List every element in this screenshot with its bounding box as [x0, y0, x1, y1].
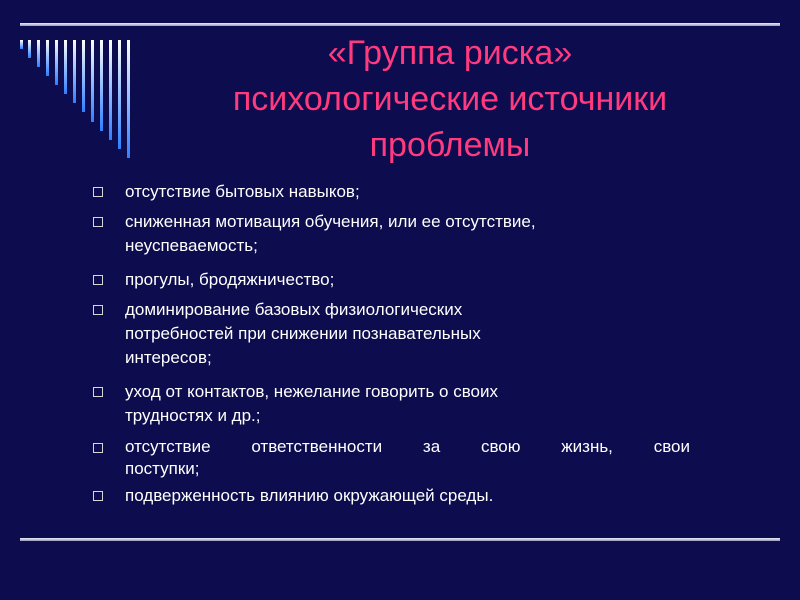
decorative-bars-graphic	[0, 0, 170, 180]
list-item-text: отсутствие ответственности за свою жизнь, свои	[125, 437, 690, 456]
list-item-text: неуспеваемость;	[125, 236, 258, 255]
list-item-text: трудностях и др.;	[125, 406, 261, 425]
title-line: «Группа риска»	[327, 34, 573, 72]
list-item-text: подверженность влиянию окружающей среды.	[125, 486, 494, 505]
list-item	[90, 298, 690, 370]
square-bullet-icon	[93, 187, 103, 197]
square-bullet-icon	[93, 443, 103, 453]
list-item-text: поступки;	[125, 459, 200, 478]
list-item	[90, 380, 690, 428]
square-bullet-icon	[93, 275, 103, 285]
list-item	[90, 210, 690, 258]
list-item-text: сниженная мотивация обучения, или ее отсутствие,	[125, 212, 536, 231]
square-bullet-icon	[93, 217, 103, 227]
square-bullet-icon	[93, 491, 103, 501]
list-item	[90, 268, 690, 292]
list-item	[90, 436, 690, 480]
title-line: психологические источники	[232, 80, 668, 118]
list-item-text: интересов;	[125, 348, 212, 367]
list-item-text: уход от контактов, нежелание говорить о своих	[125, 382, 499, 401]
square-bullet-icon	[93, 387, 103, 397]
title-line: проблемы	[369, 126, 531, 164]
slide-title	[160, 30, 740, 168]
list-item-text: прогулы, бродяжничество;	[125, 270, 335, 289]
list-item	[90, 180, 690, 204]
list-item-text: потребностей при снижении познавательных	[125, 324, 481, 343]
list-item-text: отсутствие бытовых навыков;	[125, 182, 360, 201]
square-bullet-icon	[93, 305, 103, 315]
bottom-divider	[20, 538, 780, 541]
list-item-text: доминирование базовых физиологических	[125, 300, 463, 319]
list-item	[90, 484, 690, 508]
